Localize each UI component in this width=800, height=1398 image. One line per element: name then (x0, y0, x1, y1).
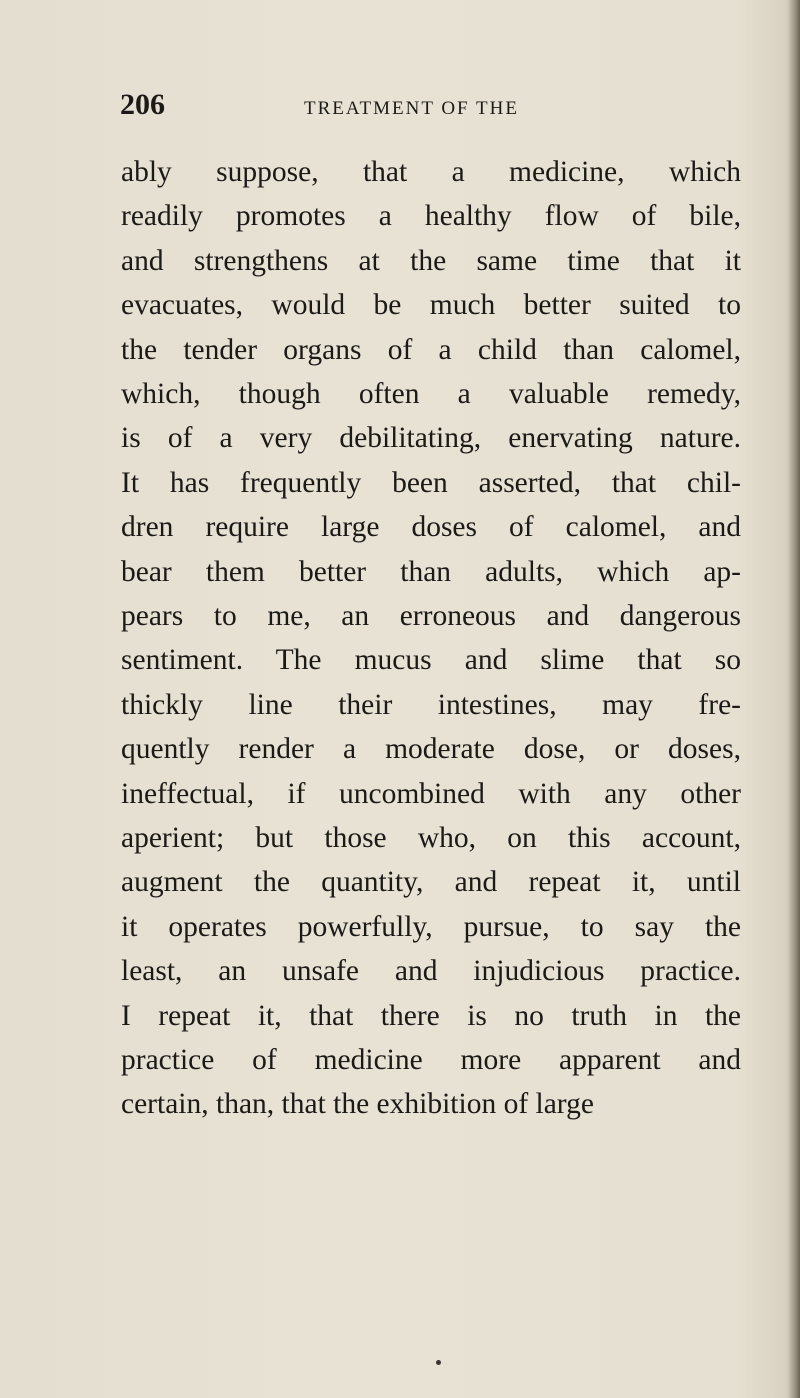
text-line: thickly line their intestines, may fre- (121, 688, 741, 721)
text-line: practice of medicine more apparent and (121, 1044, 741, 1076)
text-line: quently render a moderate dose, or doses, (121, 733, 741, 766)
page-edge-shadow (788, 0, 800, 1398)
page-number: 206 (120, 88, 165, 121)
running-head: TREATMENT OF THE (304, 98, 519, 119)
text-line: certain, than, that the exhibition of large (121, 1088, 594, 1121)
text-line: sentiment. The mucus and slime that so (121, 644, 741, 677)
text-line: bear them better than adults, which ap- (121, 555, 741, 588)
text-line: ineffectual, if uncombined with any other (121, 777, 741, 810)
text-line: is of a very debilitating, enervating nature. (121, 422, 741, 455)
text-line: the tender organs of a child than calomel, (121, 333, 741, 366)
text-line: It has frequently been asserted, that chil- (121, 466, 741, 499)
text-line: least, an unsafe and injudicious practice. (121, 955, 741, 988)
page-header (0, 88, 800, 128)
text-line: it operates powerfully, pursue, to say the (121, 910, 741, 943)
text-line: I repeat it, that there is no truth in the (121, 999, 741, 1032)
ink-speck (436, 1360, 441, 1365)
text-line: evacuates, would be much better suited to (121, 289, 741, 322)
text-line: augment the quantity, and repeat it, until (121, 866, 741, 899)
text-line: ably suppose, that a medicine, which (121, 156, 741, 188)
text-line: pears to me, an erroneous and dangerous (121, 600, 741, 632)
text-line: and strengthens at the same time that it (121, 244, 741, 277)
text-line: which, though often a valuable remedy, (121, 378, 741, 410)
text-line: aperient; but those who, on this account, (121, 822, 741, 854)
text-line: dren require large doses of calomel, and (121, 511, 741, 544)
text-line: readily promotes a healthy flow of bile, (121, 200, 741, 233)
